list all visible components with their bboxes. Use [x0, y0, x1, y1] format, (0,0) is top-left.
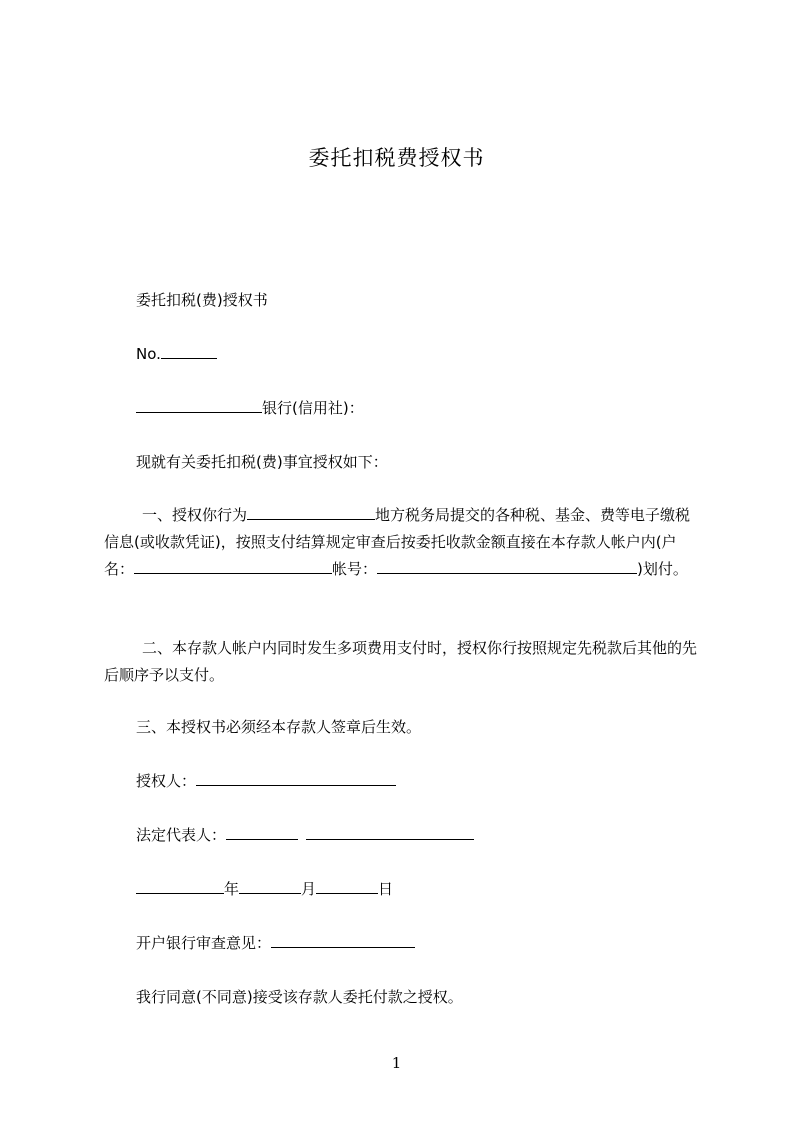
bank-review-line: [136, 930, 415, 956]
authorizer-line: [136, 768, 396, 794]
day-label: 日: [378, 880, 394, 898]
legal-rep-blank-1: [226, 823, 298, 840]
month-blank: [239, 877, 301, 894]
authorizer-label: 授权人：: [136, 772, 197, 790]
bank-review-blank: [271, 931, 415, 948]
legal-rep-label: 法定代表人：: [136, 826, 227, 844]
month-label: 月: [301, 880, 317, 898]
number-blank: [161, 342, 217, 359]
account-name-blank: [134, 557, 332, 574]
number-label: No.: [136, 345, 161, 363]
bank-review-label: 开户银行审查意见：: [136, 934, 272, 952]
tax-bureau-blank: [247, 503, 375, 520]
bank-suffix: 银行(信用社)：: [262, 399, 364, 417]
clause-1-part3: 帐号：: [332, 560, 378, 578]
bank-name-blank: [136, 396, 262, 413]
date-line: [136, 876, 393, 902]
legal-rep-blank-2: [306, 823, 474, 840]
number-line: [136, 341, 217, 367]
clause-1: [104, 502, 702, 583]
clause-2: 二、本存款人帐户内同时发生多项费用支付时，授权你行按照规定先税款后其他的先后顺序予以支付。: [104, 639, 698, 684]
subtitle: 委托扣税(费)授权书: [136, 291, 268, 309]
year-blank: [136, 877, 224, 894]
authorizer-blank: [196, 769, 396, 786]
account-number-blank: [377, 557, 637, 574]
bank-line: [136, 395, 364, 421]
intro-text: 现就有关委托扣税(费)事宜授权如下：: [136, 453, 388, 471]
clause-1-part4: )划付。: [637, 560, 688, 578]
page-number: 1: [391, 1054, 402, 1072]
year-label: 年: [224, 880, 240, 898]
clause-1-part2: 地方税务局提交的各种税、基金、费等电子缴税信息(或收款凭证)，按照支付结算规定审查后按委托收款金额直接在本存款人帐户内(户名：: [104, 506, 691, 578]
clause-3: 三、本授权书必须经本存款人签章后生效。: [136, 718, 422, 736]
clause-1-part1: 一、授权你行为: [142, 506, 248, 524]
agree-text: 我行同意(不同意)接受该存款人委托付款之授权。: [136, 988, 463, 1006]
document-title: 委托扣税费授权书: [308, 146, 485, 170]
day-blank: [316, 877, 378, 894]
legal-rep-line: [136, 822, 474, 848]
